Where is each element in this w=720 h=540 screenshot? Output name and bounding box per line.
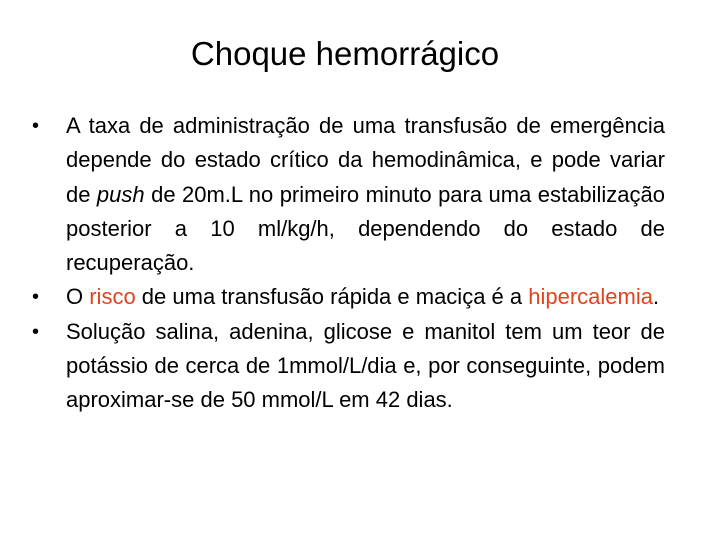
bullet-emphasis-text: push (96, 181, 145, 207)
bullet-list (32, 109, 665, 418)
bullet-item-risk (32, 280, 665, 314)
highlighted-term-hipercalemia: hipercalemia (528, 284, 653, 310)
bullet-text: A taxa de administração de uma transfusão de emergência depende do estado crítico da hemodinâmica, e pode variar de (66, 113, 665, 207)
bullet-marker: • (32, 115, 40, 137)
bullet-marker: • (32, 320, 40, 343)
bullet-marker: • (32, 286, 40, 309)
bullet-item-transfusion-rate (32, 109, 665, 280)
bullet-text: . (652, 284, 660, 310)
highlighted-term-risco: risco (89, 284, 136, 310)
bullet-text: de uma transfusão rápida e maciça é a (135, 284, 529, 310)
bullet-item-potassium (32, 315, 665, 418)
slide-title: Choque hemorrágico (190, 35, 500, 72)
bullet-text: Solução salina, adenina, glicose e manitol tem um teor de potássio de cerca de 1mmol/L/dia e, por conseguinte, podem aproximar-se de 50 mmol/L em 42 dias. (66, 318, 665, 413)
bullet-text: O (66, 284, 90, 310)
bullet-text: de 20m.L no primeiro minuto para uma estabilização posterior a 10 ml/kg/h, dependendo do estado de recuperação. (66, 181, 665, 276)
